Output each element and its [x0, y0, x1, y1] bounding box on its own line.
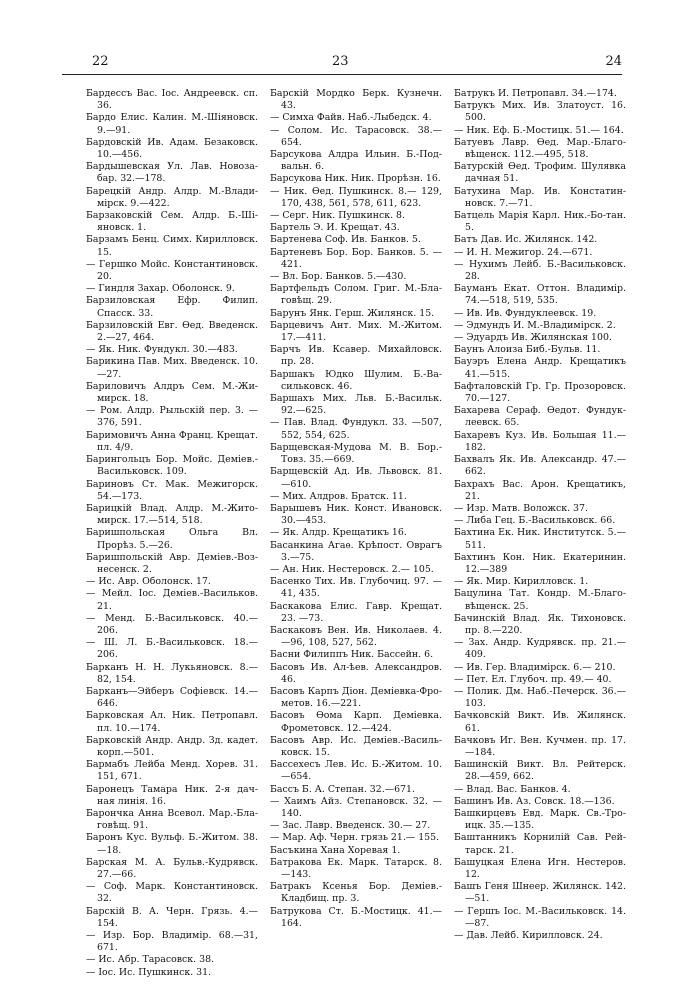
directory-entry: — Пав. Влад. Фундукл. 33. —507, 552, 554, 625. — [270, 417, 442, 441]
directory-entry: Бафталовскій Гр. Гр. Прозоровск. 70.—127. — [454, 380, 626, 405]
directory-entry: Барицкій Влад. Алдр. М.-Жито-мирск. 17.—514, 518. — [86, 502, 258, 527]
directory-entry: Бачковскій Викт. Ив. Жилянск. 61. — [454, 710, 626, 734]
directory-entry: Бартфельдъ Солом. Григ. М.-Бла-говѣщ. 29. — [270, 283, 442, 307]
directory-entry: Басовъ Карпъ Діон. Деміевка-Фро-метов. 16.—221. — [270, 685, 442, 710]
page-number-center: 23 — [332, 54, 349, 69]
directory-entry: Бачковъ Иг. Вен. Кучмен. пр. 17. —184. — [454, 734, 626, 758]
directory-entry: — Ник. Еф. Б.-Мостицк. 51.— 164. — [454, 124, 624, 136]
directory-entry: Батрукова Ст. Б.-Мостицк. 41.— 164. — [270, 905, 442, 929]
directory-entry: Бартель Э. И. Крещат. 43. — [270, 222, 400, 234]
directory-entry: Басанкина Агаѳ. Крѣпост. Оврагъ 3.—75. — [270, 539, 442, 563]
directory-entry: — Як. Мир. Кирилловск. 1. — [454, 576, 589, 588]
directory-entry: Басовъ Ѳома Карп. Деміевка. Фрометовск. 12.—424. — [270, 710, 442, 734]
directory-entry: Бармабъ Лейба Менд. Хорев. 31. 151, 671. — [86, 759, 258, 783]
directory-entry: Барзиловскій Евг. Ѳед. Введенск. 2.—27, 464. — [86, 319, 258, 344]
directory-entry: — Іос. Ис. Пушкинск. 31. — [86, 966, 212, 978]
page-number-left: 22 — [92, 54, 109, 69]
directory-entry: Бахарева Сераф. Ѳедот. Фундук-леевск. 65. — [454, 405, 626, 429]
directory-entry: Барикина Пав. Мих. Введенск. 10.—27. — [86, 356, 258, 380]
directory-entry: Бахрахъ Вас. Арон. Крещатикъ, 21. — [454, 478, 626, 502]
directory-entry: Бауэръ Елена Андр. Крещатикъ 41.—515. — [454, 356, 626, 380]
directory-entry: Барзиловская Ефр. Филип. Спасск. 33. — [86, 295, 258, 319]
directory-entry: Барканъ—Эйберъ Софіевск. 14.— 646. — [86, 685, 258, 710]
directory-entry: Батракъ Ксенья Бор. Деміев.-Кладбищ. пр. 3. — [270, 881, 442, 905]
directory-entry: Бартеневъ Бор. Бор. Банков. 5. —421. — [270, 246, 442, 270]
directory-entry: Батрукъ И. Петропавл. 34.—174. — [454, 88, 617, 99]
directory-entry: Бассехесъ Лев. Ис. Б.-Житом. 10.—654. — [270, 759, 442, 783]
directory-entry: Барончка Анна Всевол. Мар.-Бла-говѣщ. 91. — [86, 807, 258, 832]
directory-entry: — Эдуардъ Ив. Жилянская 100. — [454, 332, 612, 344]
column-left — [86, 88, 258, 990]
directory-entry: Бардо Елис. Калин. М.-Шіяновск. 9.—91. — [86, 112, 258, 136]
directory-entry: — Эдмундъ И. М.-Владимірск. 2. — [454, 319, 616, 331]
directory-entry: Барчъ Ив. Ксавер. Михайловск. пр. 28. — [270, 344, 442, 368]
directory-entry: — Зах. Андр. Кудрявск. пр. 21.—409. — [454, 637, 626, 661]
directory-entry: Бардышевская Ул. Лав. Новоза-бар. 32.—178. — [86, 161, 258, 185]
directory-entry: — Гершко Мойс. Константиновск. 20. — [86, 258, 258, 283]
directory-entry: — Мейл. Іос. Деміев.-Васильков. 21. — [86, 588, 258, 612]
directory-entry: Бахвалъ Як. Ив. Александр. 47.— 662. — [454, 454, 626, 478]
directory-entry: Батурскій Ѳед. Трофим. Шулявка дачная 51. — [454, 161, 626, 185]
directory-entry: — Пет. Ел. Глубоч. пр. 49.— 40. — [454, 673, 612, 685]
directory-entry: — Влад. Вас. Банков. 4. — [454, 783, 571, 795]
directory-entry: Барскій Мордко Берк. Кузнечн. 43. — [270, 88, 442, 112]
directory-entry: Баскакова Елис. Гавр. Крещат. 23. —73. — [270, 600, 442, 624]
directory-entry: Баронецъ Тамара Ник. 2-я дач-ная линія. 16. — [86, 783, 258, 807]
directory-entry: — Солом. Ис. Тарасовск. 38.— 654. — [270, 124, 442, 148]
directory-entry: — Вл. Бор. Банков. 5.—430. — [270, 271, 407, 283]
directory-entry: Баронъ Кус. Вульф. Б.-Житом. 38.—18. — [86, 832, 258, 856]
directory-entry: Барзаковскій Сем. Алдр. Б.-Ші-яновск. 1. — [86, 210, 258, 234]
directory-entry: — Хаимъ Айз. Степановск. 32. —140. — [270, 795, 442, 819]
directory-entry: Батракова Ек. Марк. Татарск. 8. —143. — [270, 856, 442, 880]
directory-entry: Баунъ Алоиза Биб.-Бульв. 11. — [454, 344, 601, 356]
directory-entry: — Як. Ник. Фундукл. 30.—483. — [86, 344, 238, 356]
directory-entry: — Изр. Бор. Владимір. 68.—31, 671. — [86, 930, 258, 954]
directory-entry: Башинскій Викт. Вл. Рейтерск. 28.—459, 662. — [454, 759, 626, 783]
directory-entry: Баришпольскій Авр. Деміев.-Воз-несенск. 2. — [86, 551, 258, 575]
directory-entry: Барковскій Андр. Андр. Зд. кадет. корп.—501. — [86, 734, 258, 758]
column-middle — [270, 88, 442, 990]
directory-entry: Басовъ Ив. Ал-ѣев. Александров. 46. — [270, 661, 442, 685]
directory-entry: Барканъ Н. Н. Лукьяновск. 8.— 82, 154. — [86, 661, 258, 685]
directory-entry: Барковская Ал. Ник. Петропавл. пл. 10.—174. — [86, 710, 258, 734]
directory-entry: Бартенева Соф. Ив. Банков. 5. — [270, 234, 421, 246]
directory-entry: Басенко Тих. Ив. Глубочиц. 97. —41, 435. — [270, 576, 442, 600]
directory-entry: — Нухимъ Лейб. Б.-Васильковск. 28. — [454, 258, 626, 283]
directory-entry: Башинъ Ив. Аз. Совск. 18.—136. — [454, 795, 615, 807]
directory-entry: Бардессъ Вас. Іос. Андреевск. сп. 36. — [86, 88, 258, 112]
directory-entry: — Ис. Абр. Тарасовск. 38. — [86, 954, 215, 966]
directory-entry: Бариновъ Ст. Мак. Межигорск. 54.—173. — [86, 478, 258, 502]
directory-entry: Барсукова Алдра Ильин. Б.-Под-вальн. 6. — [270, 149, 442, 173]
directory-entry: Бачинскій Влад. Як. Тихоновск. пр. 8.—220. — [454, 612, 626, 636]
directory-entry: — Полик. Дм. Наб.-Печерск. 36.—103. — [454, 685, 626, 710]
directory-entry: — И. Н. Межигор. 24.—671. — [454, 246, 593, 258]
directory-entry: Батрукъ Мих. Ив. Златоуст. 16. 500. — [454, 100, 626, 124]
directory-entry: Бардовскій Ив. Адам. Безаковск. 10.—456. — [86, 136, 258, 161]
directory-entry: — Соф. Марк. Константиновск. 32. — [86, 881, 258, 905]
directory-columns — [86, 88, 626, 990]
directory-entry: — Зас. Лавр. Введенск. 30.— 27. — [270, 820, 431, 832]
directory-entry: Баштанникъ Корнилій Сав. Рей-тарск. 21. — [454, 832, 626, 856]
directory-entry: Баршахъ Мих. Льв. Б.-Васильк. 92.—625. — [270, 393, 442, 417]
directory-entry: Барышевъ Ник. Конст. Ивановск. 30.—453. — [270, 502, 442, 527]
page-number-right: 24 — [605, 54, 622, 69]
directory-entry: Батуевъ Лавр. Ѳед. Мар.-Благо-вѣщенск. 112.—495, 518. — [454, 136, 626, 161]
directory-entry: Бацулина Тат. Кондр. М.-Благо-вѣщенск. 25. — [454, 588, 626, 612]
directory-entry: — Ив. Гер. Владимірск. 6.— 210. — [454, 661, 616, 673]
directory-entry: — Ник. Ѳед. Пушкинск. 8.— 129, 170, 438, 561, 578, 611, 623. — [270, 185, 442, 209]
directory-entry: Башуцкая Елена Игн. Нестеров. 12. — [454, 856, 626, 880]
directory-entry: — Ан. Ник. Нестеровск. 2.— 105. — [270, 563, 434, 575]
directory-entry: Баскаковъ Вен. Ив. Николаев. 4. —96, 108, 527, 562. — [270, 624, 442, 649]
directory-entry: Батцель Марія Карл. Ник.-Бо-тан. 5. — [454, 210, 626, 234]
directory-entry: Барщевская-Мудова М. В. Бор.-Товз. 35.—669. — [270, 441, 442, 466]
directory-entry: — Серг. Ник. Пушкинск. 8. — [270, 210, 405, 222]
directory-entry: Барунъ Янк. Герш. Жилянск. 15. — [270, 307, 435, 319]
directory-entry: — Як. Алдр. Крещатикъ 16. — [270, 527, 407, 539]
directory-entry: Бахаревъ Куз. Ив. Большая 11.— 182. — [454, 429, 626, 453]
page-header — [62, 54, 622, 74]
directory-entry: Батъ Дав. Ис. Жилянск. 142. — [454, 234, 598, 246]
directory-entry: — Мих. Алдров. Братск. 11. — [270, 490, 407, 502]
directory-entry: Бассъ Б. А. Степан. 32.—671. — [270, 783, 415, 795]
directory-entry: — Менд. Б.-Васильковск. 40.— 206. — [86, 612, 258, 636]
directory-entry: Бахтина Ек. Ник. Институтск. 5.—511. — [454, 527, 626, 551]
directory-entry: Башъ Геня Шнеер. Жилянск. 142.—51. — [454, 881, 626, 905]
directory-entry: — Дав. Лейб. Кирилловск. 24. — [454, 930, 603, 942]
directory-entry: Барецкій Андр. Алдр. М.-Влади-мірск. 9.—422. — [86, 185, 258, 209]
directory-entry: Барщевскій Ад. Ив. Львовск. 81. —610. — [270, 466, 442, 490]
directory-entry: Башкирцевъ Евд. Марк. Св.-Тро-ицк. 35.—135. — [454, 807, 626, 832]
directory-entry: Баримовичъ Анна Франц. Крещат. пл. 4/9. — [86, 429, 258, 453]
directory-entry: Барингольцъ Бор. Мойс. Деміев.-Васильковск. 109. — [86, 454, 258, 478]
directory-entry: Батухина Мар. Ив. Констатин-новск. 7.—71. — [454, 185, 626, 209]
directory-entry: Баришпольская Ольга Вл. Прорѣз. 5.—26. — [86, 527, 258, 551]
header-rule — [62, 74, 622, 75]
directory-entry: Бариловичъ Алдръ Сем. М.-Жи-мирск. 18. — [86, 380, 258, 405]
directory-entry: — Либа Гец. Б.-Васильковск. 66. — [454, 515, 616, 527]
directory-entry: — Ис. Авр. Оболонск. 17. — [86, 576, 211, 588]
directory-entry: — Ром. Алдр. Рыльскій пер. 3. —376, 591. — [86, 405, 258, 429]
directory-entry: — Симха Файв. Наб.-Лыбедск. 4. — [270, 112, 432, 124]
directory-entry: Барскій В. А. Черн. Грязь. 4.— 154. — [86, 905, 258, 929]
directory-entry: — Мар. Аф. Черн. грязь 21.— 155. — [270, 832, 440, 844]
directory-entry: Барзамъ Бенц. Симх. Кирилловск. 15. — [86, 234, 258, 258]
directory-entry: Бахтинъ Кон. Ник. Екатеринин. 12.—389 — [454, 551, 626, 575]
directory-entry: Барская М. А. Бульв.-Кудрявск. 27.—66. — [86, 856, 258, 880]
directory-entry: — Ш. Л. Б.-Васильковск. 18.— 206. — [86, 637, 258, 661]
directory-entry: — Ив. Ив. Фундуклеевск. 19. — [454, 307, 597, 319]
directory-entry: — Изр. Матв. Воложск. 37. — [454, 502, 588, 514]
directory-entry: Барцевичъ Ант. Мих. М.-Житом. 17.—411. — [270, 319, 442, 344]
directory-entry: Баршакъ Юдко Шулим. Б.-Ва-сильковск. 46. — [270, 368, 442, 392]
column-right — [454, 88, 626, 990]
directory-entry: Бауманъ Екат. Оттон. Владимір. 74.—518, 519, 535. — [454, 283, 626, 307]
directory-entry: Басъкина Хана Хоревая 1. — [270, 844, 401, 856]
directory-entry: Басовъ Авр. Ис. Деміев.-Василь-ковск. 15. — [270, 734, 442, 758]
directory-entry: — Гершъ Іос. М.-Васильковск. 14.—87. — [454, 905, 626, 929]
directory-entry: Басни Филиппъ Ник. Бассейн. 6. — [270, 649, 434, 661]
directory-entry: — Гиндля Захар. Оболонск. 9. — [86, 283, 235, 295]
directory-entry: Барсукова Ник. Ник. Прорѣзн. 16. — [270, 173, 441, 185]
